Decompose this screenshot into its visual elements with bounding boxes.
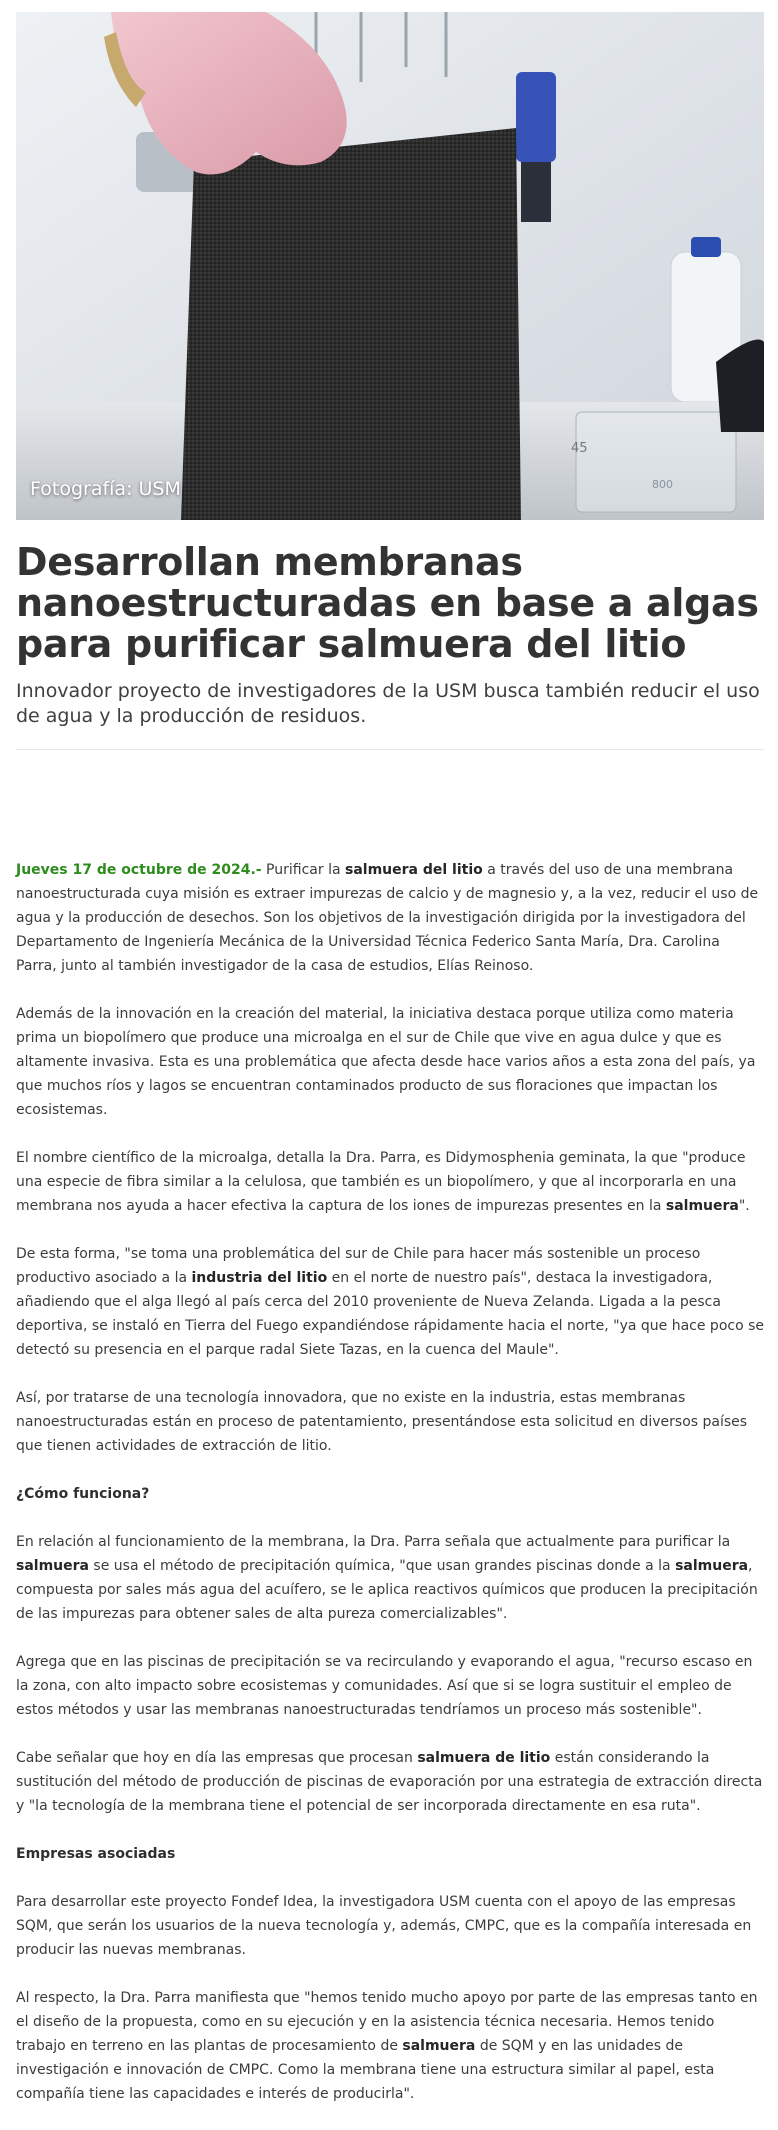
keyword-bold: salmuera bbox=[665, 1198, 739, 1214]
paragraph-text: de SQM y en las unidades de investigación e innovación de CMPC. Como la membrana tiene una estructura similar al papel, esta compañía tiene las capacidades e interés de producirla". bbox=[16, 2038, 715, 2102]
article-title: Desarrollan membranas nanoestructuradas en base a algas para purificar salmuera del litio bbox=[16, 540, 759, 666]
paragraph-text: Cabe señalar que hoy en día las empresas que procesan bbox=[16, 1750, 418, 1766]
paragraph-9: Para desarrollar este proyecto Fondef Idea, la investigadora USM cuenta con el apoyo de las empresas SQM, que serán los usuarios de la nueva tecnología y, además, CMPC, que es la compañía interesada en producir las nuevas membranas. bbox=[16, 1894, 752, 1958]
keyword-bold: salmuera bbox=[402, 2038, 476, 2054]
paragraph-6 bbox=[16, 1530, 764, 1626]
paragraph-1 bbox=[16, 858, 764, 978]
photo-caption: Fotografía: USM bbox=[30, 478, 181, 500]
paragraph-text: En relación al funcionamiento de la membrana, la Dra. Parra señala que actualmente para purificar la bbox=[16, 1534, 731, 1550]
paragraph-text: en el norte de nuestro país", destaca la investigadora, añadiendo que el alga llegó al país cerca del 2010 proveniente de Nueva Zelanda. Ligada a la pesca deportiva, se instaló en Tierra del Fuego expandiéndose rápidamente hacia el norte, "ya que hace poco se detectó su presencia en el parque radal Siete Tazas, en la cuenca del Maule". bbox=[16, 1270, 765, 1358]
paragraph-10 bbox=[16, 1986, 764, 2106]
paragraph-7: Agrega que en las piscinas de precipitación se va recirculando y evaporando el agua, "recurso escaso en la zona, con alto impacto sobre ecosistemas y comunidades. Así que si se logra sustituir el empleo de estos métodos y usar las membranas nanoestructuradas tendríamos un proceso más sostenible". bbox=[16, 1654, 753, 1718]
paragraph-4 bbox=[16, 1242, 764, 1362]
keyword-bold: industria del litio bbox=[191, 1270, 328, 1286]
paragraph-text: , compuesta por sales más agua del acuífero, se le aplica reactivos químicos que producen la precipitación de las impurezas para obtener sales de alta pureza comercializables". bbox=[16, 1558, 758, 1622]
beaker-mark-45: 45 bbox=[571, 441, 588, 456]
keyword-bold: salmuera bbox=[16, 1558, 89, 1574]
paragraph-text: De esta forma, "se toma una problemática del sur de Chile para hacer más sostenible un proceso productivo asociado a la bbox=[16, 1246, 701, 1286]
paragraph-text: a través del uso de una membrana nanoestructurada cuya misión es extraer impurezas de calcio y de magnesio y, a la vez, reducir el uso de agua y la producción de desechos. Son los objetivos de la investigación dirigida por la investigadora del Departamento de Ingeniería Mecánica de la Universidad Técnica Federico Santa María, Dra. Carolina Parra, junto al también investigador de la casa de estudios, Elías Reinoso. bbox=[16, 862, 759, 974]
lab-photo-illustration bbox=[16, 12, 764, 520]
paragraph-5: Así, por tratarse de una tecnología innovadora, que no existe en la industria, estas membranas nanoestructuradas están en proceso de patentamiento, presentándose esta solicitud en diversos países que tienen actividades de extracción de litio. bbox=[16, 1390, 748, 1454]
paragraph-8 bbox=[16, 1746, 764, 1818]
glass-beaker bbox=[576, 412, 736, 512]
section-heading-empresas: Empresas asociadas bbox=[16, 1846, 176, 1862]
publish-date: Jueves 17 de octubre de 2024.- bbox=[16, 862, 262, 878]
blue-stirrer bbox=[516, 72, 556, 162]
paragraph-text: están considerando la sustitución del método de producción de piscinas de evaporación por una estrategia de extracción directa y "la tecnología de la membrana tiene el potencial de ser incorporada directamente en esa ruta". bbox=[16, 1750, 763, 1814]
article-page bbox=[16, 12, 764, 2130]
ad-spacer bbox=[16, 750, 764, 858]
paragraph-text: ". bbox=[738, 1198, 750, 1214]
paragraph-2: Además de la innovación en la creación del material, la iniciativa destaca porque utiliza como materia prima un biopolímero que produce una microalga en el sur de Chile que vive en agua dulce y que es altamente invasiva. Esta es una problemática que afecta desde hace varios años a esta zona del país, ya que muchos ríos y lagos se encuentran contaminados producto de sus floraciones que impactan los ecosistemas. bbox=[16, 1006, 756, 1118]
paragraph-text: se usa el método de precipitación química, "que usan grandes piscinas donde a la bbox=[88, 1558, 676, 1574]
keyword-bold: salmuera de litio bbox=[417, 1750, 551, 1766]
paragraph-text: Purificar la bbox=[261, 862, 345, 878]
section-heading-como-funciona: ¿Cómo funciona? bbox=[16, 1486, 150, 1502]
beaker-mark-800: 800 bbox=[652, 478, 673, 491]
paragraph-text: Al respecto, la Dra. Parra manifiesta que "hemos tenido mucho apoyo por parte de las empresas tanto en el diseño de la propuesta, como en su ejecución y en la asistencia técnica necesaria. Hemos tenido trabajo en terreno en las plantas de procesamiento de bbox=[16, 1990, 758, 2054]
article-body bbox=[16, 858, 764, 2106]
nanostructured-membrane bbox=[181, 128, 521, 520]
keyword-bold: salmuera del litio bbox=[345, 862, 483, 878]
keyword-bold: salmuera bbox=[675, 1558, 749, 1574]
paragraph-text: El nombre científico de la microalga, detalla la Dra. Parra, es Didymosphenia geminata, la que "produce una especie de fibra similar a la celulosa, que también es un biopolímero, y que al incorporarla en una membrana nos ayuda a hacer efectiva la captura de los iones de impurezas presentes en la bbox=[16, 1150, 746, 1214]
hero-photo bbox=[16, 12, 764, 520]
article-subtitle: Innovador proyecto de investigadores de la USM busca también reducir el uso de agua y la producción de residuos. bbox=[16, 680, 760, 727]
paragraph-3 bbox=[16, 1146, 764, 1218]
